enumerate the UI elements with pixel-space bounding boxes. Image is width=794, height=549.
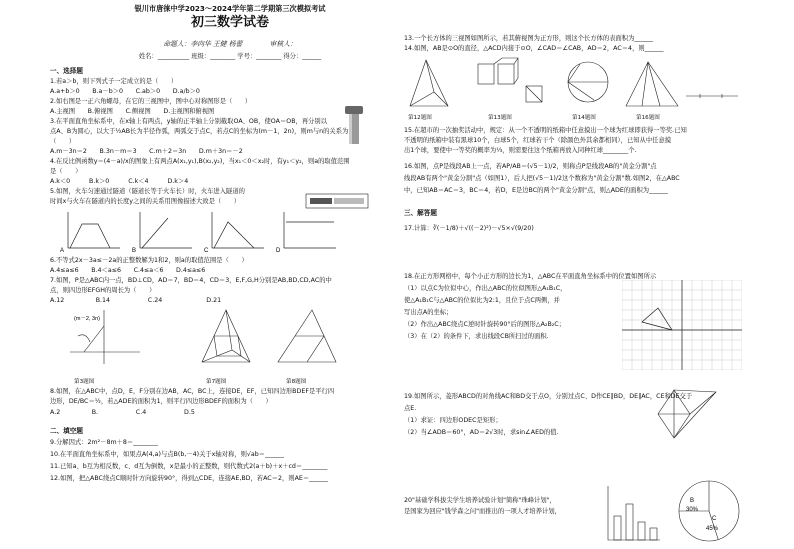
caption-figure-14: 第14题图 <box>572 115 596 121</box>
svg-text:A: A <box>60 248 65 254</box>
section-fill-heading: 二、填空题 <box>50 427 83 435</box>
question-7-options: A.12 B.14 C.24 D.21 <box>50 297 222 304</box>
figures-12-16 <box>404 56 744 114</box>
question-15-line1: 15.在超市的一次抽奖活动中，规定：从一个不透明的纸箱中任意摸出一个球为红球即获得一等奖.已知 <box>404 127 687 134</box>
caption-figure-8: 第8题图 <box>286 379 307 385</box>
question-5-line1: 5.如图，火车匀速通过隧道（隧道长等于火车长）时，火车进入隧道的 <box>50 188 245 195</box>
question-10: 10.在平面直角坐标系中，如果点A(4,a)与点B(b,－4)关于x轴对称，则√ab＝______ <box>50 451 284 458</box>
question-3-options: A.m－3n＝2 B.3n－m＝3 C.m＋2＝3n D.m＋3n＝－2 <box>50 148 243 155</box>
question-18-line1: 18.在正方形网格中，每个小正方形的边长为1，△ABC在平面直角坐标系中的位置如图所示 <box>404 273 657 280</box>
question-19-part2: （2）当∠ADB＝60°，AD＝2√3时，求sin∠AED的值. <box>404 429 559 436</box>
question-11: 11.已知a、b互为相反数，c、d互为倒数，x是最小的正整数，则代数式2(a＋b)＋x＋cd＝________ <box>50 463 328 470</box>
svg-text:B: B <box>132 248 137 254</box>
question-1-options: A.a+b＞0 B.a－b＞0 C.ab＞0 D.a/b＞0 <box>50 88 200 95</box>
question-4: 4.在反比例函数y＝(4－a)/x的图象上有两点A(x₁,y₁),B(x₂,y₂)，当x₁＜0＜x₂时，有y₁＜y₂，则a的取值范围 <box>50 158 350 165</box>
rhombus-figure <box>654 384 744 444</box>
question-18-part2: （2）作出△ABC绕点C逆时针旋转90°后的图形△A₂B₂C； <box>404 321 565 328</box>
svg-text:C: C <box>204 248 209 254</box>
caption-figure-12: 第12题图 <box>408 115 432 121</box>
question-5-line2: 时间x与火车在隧道内的长度y之间的关系用图像描述大致是（ ） <box>50 198 241 205</box>
section-solve-heading: 三、解答题 <box>404 209 437 217</box>
question-9: 9.分解因式：2m²－8m＋8＝________ <box>50 439 159 446</box>
question-18-part1b: 使△A₁B₁C与△ABC的位似比为2:1，且位于点C两侧，并 <box>404 297 560 304</box>
question-3-line1: 3.在平面直角坐标系中，在x轴上有两点，y轴的正半轴上分别截取OA、OB，使OA＝OB，再分别以 <box>50 118 328 125</box>
question-20-bar-chart <box>600 482 662 544</box>
question-19-part1: （1）求证：四边形ODEC是矩形； <box>404 417 502 424</box>
question-18-part1c: 写出点A的坐标； <box>404 309 453 316</box>
question-18-part3: （3）在（2）的条件下，求出线段CB所扫过的面积. <box>404 333 549 340</box>
question-16-line3: 中，已知AB＝AC＝3，BC＝4，若D，E是边BC的两个"黄金分割"点，则△ADE的面积为______ <box>404 187 668 194</box>
authors-line: 命题人：李向华 王健 杨蕾 审核人： <box>163 40 297 48</box>
question-15-line2: 不透明的纸箱中装有黑球10个，白球5个，红球若干个（除颜色外其余都相同），已知从中任意摸 <box>404 137 672 144</box>
pie-value-30: 30% <box>686 507 699 513</box>
question-3-line2: 点A、B为圆心，以大于½AB长为半径作弧，两弧交于点C，若点C的坐标为(m－1，2n)，则m与n的关系为 <box>50 128 349 135</box>
question-13: 13.一个长方体的三视图如图所示，若其俯视图为正方形，则这个长方体的表面积为______ <box>404 35 654 42</box>
question-20-line1: 20"基础学科拔尖学生培养试验计划"简称"珠峰计划"， <box>404 497 556 504</box>
pie-value-45: 45% <box>706 526 719 532</box>
question-7-line2: 点，则四边形EFGH的周长为（ ） <box>50 287 156 294</box>
question-8-options: A.2 B. C.4 D.5 <box>50 409 195 416</box>
question-4-line2: 是（ ） <box>50 168 82 175</box>
question-16-line1: 16.如图，点P是线段AB上一点，若AP/AB＝(√5－1)/2，则称点P是线段AB的"黄金分割"点 <box>404 163 657 170</box>
question-19-line1: 19.如图所示，菱形ABCD的对角线AC和BD交于点O，分别过点C、D作CE∥BD，DE∥AC，CE和DE交于 <box>404 393 693 400</box>
question-17: 17.计算：∛(－1/8)＋√((－2)²)－√5×√(9/20) <box>404 225 534 232</box>
caption-figure-7: 第7题图 <box>206 379 227 385</box>
caption-figure-16: 第16题图 <box>636 115 660 121</box>
pie-label-c: C <box>712 516 717 522</box>
question-12: 12.如图，把△ABC绕点C顺时针方向旋转90°，得到△CDE，连接AE,BD，若AC＝2，则AE＝______ <box>50 475 329 482</box>
question-7-line1: 7.如图，P是△ABC内一点，BD⊥CD，AD＝7，BD＝4，CD＝3，E,F,G,H分别是AB,BD,CD,AC的中 <box>50 277 332 284</box>
question-3-line3: （ ） <box>50 138 76 145</box>
question-6: 6.不等式2x－3a≤－2a的正整数解为1和2，则a的取值范围是（ ） <box>50 257 248 264</box>
question-5-option-graphs <box>58 208 358 254</box>
question-18-grid-figure <box>622 280 742 370</box>
question-8-line2: 边形，DE/BC＝½，若△ADE的面积为1，则平行四边形BDEF的面积为（ ） <box>50 398 272 405</box>
hex-nut-bolt-image <box>343 104 365 148</box>
pie-label-b: B <box>690 498 695 504</box>
question-18-part1: （1）以点C为位似中心，作出△ABC的位似图形△A₁B₁C， <box>404 285 567 292</box>
question-20-line2: 是国家为回应"钱学森之问"而推出的一项人才培养计划， <box>404 508 561 515</box>
question-16-line2: 线段AB有两个"黄金分割"点（如图1），后人把(√5－1)/2这个数称为"黄金分割"数.如图2，在△ABC <box>404 175 680 182</box>
school-line: 银川市唐徕中学2023～2024学年第二学期第三次模拟考试 <box>134 4 326 13</box>
figure-q3-coordinates <box>64 306 144 368</box>
section-choice-heading: 一、选择题 <box>50 67 83 75</box>
question-2-options: A.主视图 B.俯视图 C.侧视图 D.主视图和俯视图 <box>50 108 215 115</box>
question-8-line1: 8.如图，在△ABC中，点D，E，F分别在边AB，AC，BC上，连接DE，EF，已知四边形BDEF是平行四 <box>50 388 335 395</box>
figure-q8-triangle <box>272 306 342 368</box>
caption-figure-3: 第3题图 <box>74 379 95 385</box>
train-tunnel-icon <box>304 190 374 212</box>
question-14: 14.如图，AB是⊙O的直径，△ACD内接于⊙O，∠CAD＝∠CAB，AD＝2，AC＝4，则______ <box>404 45 664 52</box>
question-20-pie-chart <box>676 478 742 544</box>
question-6-options: A.4≤a≤6 B.4＜a≤6 C.4≤a＜6 D.4≤a≤6 <box>50 267 206 274</box>
svg-text:D: D <box>276 248 281 254</box>
question-15-line3: 出1个球，要使中一等奖的概率为⅓，则需要往这个纸箱再放入同种红球________个. <box>404 147 637 154</box>
figure-q7-triangle <box>196 306 256 368</box>
question-4-options: A.k＜0 B.k＞0 C.k＜4 D.k＞4 <box>50 178 189 185</box>
question-2: 2.如右图是一正六角螺母，在它的三视图中，图中心对称图形是（ ） <box>50 98 252 105</box>
student-info-fields: 姓名：__________ 班级：________ 学号：________ 得分：______ <box>138 53 322 60</box>
page-title: 初三数学试卷 <box>190 15 269 30</box>
question-1: 1.若a＞b，则下列式子一定成立的是（ ） <box>50 78 178 85</box>
coord-label: (m－2, 3n) <box>74 316 100 322</box>
question-19-line2: 点E. <box>404 405 417 412</box>
caption-figure-13: 第13题图 <box>488 115 512 121</box>
